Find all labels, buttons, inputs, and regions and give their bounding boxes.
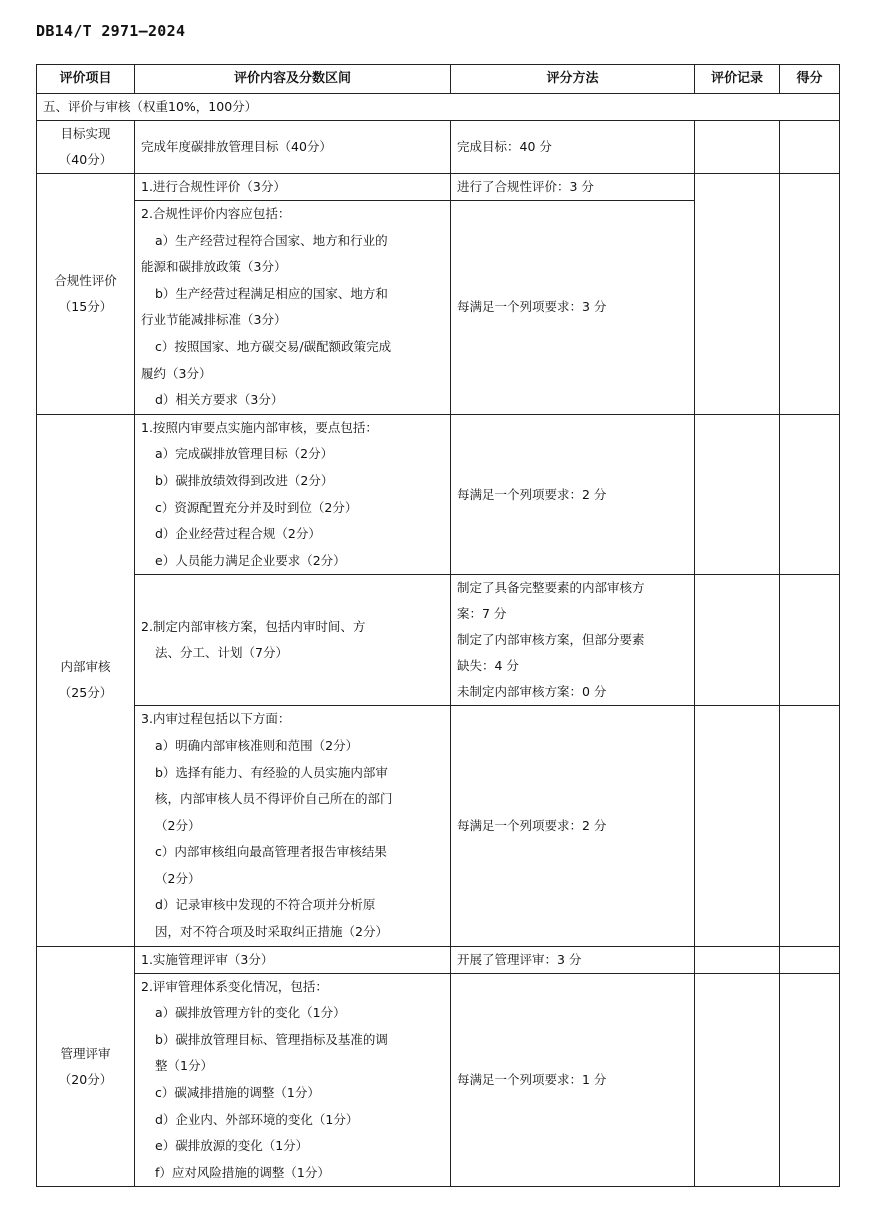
section-title: 五、评价与审核（权重10%，100分） bbox=[37, 94, 840, 121]
item-compliance: 合规性评价 （15分） bbox=[37, 174, 135, 415]
item-review: 管理评审 （20分） bbox=[37, 946, 135, 1187]
method-compliance-1: 进行了合规性评价：3 分 bbox=[451, 174, 695, 201]
table-row bbox=[37, 414, 840, 575]
table-row bbox=[37, 973, 840, 1187]
header-content: 评价内容及分数区间 bbox=[135, 65, 451, 94]
section-row bbox=[37, 94, 840, 121]
content-target: 完成年度碳排放管理目标（40分） bbox=[135, 121, 451, 174]
table-row bbox=[37, 706, 840, 946]
item-target: 目标实现 （40分） bbox=[37, 121, 135, 174]
content-compliance-1: 1.进行合规性评价（3分） bbox=[135, 174, 451, 201]
content-audit-2: 2.制定内部审核方案，包括内审时间、方 法、分工、计划（7分） bbox=[135, 575, 451, 706]
score-cell bbox=[780, 174, 840, 415]
table-header-row bbox=[37, 65, 840, 94]
score-cell bbox=[780, 973, 840, 1187]
header-record: 评价记录 bbox=[695, 65, 780, 94]
method-compliance-2: 每满足一个列项要求：3 分 bbox=[451, 201, 695, 415]
record-cell bbox=[695, 706, 780, 946]
method-review-1: 开展了管理评审：3 分 bbox=[451, 946, 695, 973]
content-compliance-2: 2.合规性评价内容应包括： a）生产经营过程符合国家、地方和行业的 能源和碳排放政策（3分） b）生产经营过程满足相应的国家、地方和 行业节能减排标准（3分） c）按照国家、地方碳交易/碳配额政策完成 履约（3分） d）相关方要求（3分） bbox=[135, 201, 451, 415]
table-row bbox=[37, 121, 840, 174]
table-row bbox=[37, 575, 840, 706]
item-audit: 内部审核 （25分） bbox=[37, 414, 135, 946]
record-cell bbox=[695, 575, 780, 706]
score-cell bbox=[780, 575, 840, 706]
record-cell bbox=[695, 174, 780, 415]
method-target: 完成目标：40 分 bbox=[451, 121, 695, 174]
header-item: 评价项目 bbox=[37, 65, 135, 94]
document-code: DB14/T 2971—2024 bbox=[36, 22, 186, 40]
record-cell bbox=[695, 973, 780, 1187]
table-row bbox=[37, 946, 840, 973]
content-review-2: 2.评审管理体系变化情况，包括： a）碳排放管理方针的变化（1分） b）碳排放管理目标、管理指标及基准的调 整（1分） c）碳减排措施的调整（1分） d）企业内、外部环境的变化（1分） e）碳排放源的变化（1分） f）应对风险措施的调整（1分） bbox=[135, 973, 451, 1187]
score-cell bbox=[780, 414, 840, 575]
header-score: 得分 bbox=[780, 65, 840, 94]
score-cell bbox=[780, 946, 840, 973]
content-audit-3: 3.内审过程包括以下方面： a）明确内部审核准则和范围（2分） b）选择有能力、有经验的人员实施内部审 核，内部审核人员不得评价自己所在的部门 （2分） c）内部审核组向最高管理者报告审核结果 （2分） d）记录审核中发现的不符合项并分析原 因，对不符合项及时采取纠正措施（2分） bbox=[135, 706, 451, 946]
content-audit-1: 1.按照内审要点实施内部审核，要点包括： a）完成碳排放管理目标（2分） b）碳排放绩效得到改进（2分） c）资源配置充分并及时到位（2分） d）企业经营过程合规（2分） e）人员能力满足企业要求（2分） bbox=[135, 414, 451, 575]
method-audit-1: 每满足一个列项要求：2 分 bbox=[451, 414, 695, 575]
score-cell bbox=[780, 706, 840, 946]
record-cell bbox=[695, 121, 780, 174]
table-row bbox=[37, 174, 840, 201]
evaluation-table bbox=[36, 64, 840, 1187]
method-audit-2: 制定了具备完整要素的内部审核方 案：7 分 制定了内部审核方案，但部分要素 缺失：4 分 未制定内部审核方案：0 分 bbox=[451, 575, 695, 706]
method-audit-3: 每满足一个列项要求：2 分 bbox=[451, 706, 695, 946]
method-review-2: 每满足一个列项要求：1 分 bbox=[451, 973, 695, 1187]
score-cell bbox=[780, 121, 840, 174]
header-method: 评分方法 bbox=[451, 65, 695, 94]
record-cell bbox=[695, 414, 780, 575]
record-cell bbox=[695, 946, 780, 973]
content-review-1: 1.实施管理评审（3分） bbox=[135, 946, 451, 973]
